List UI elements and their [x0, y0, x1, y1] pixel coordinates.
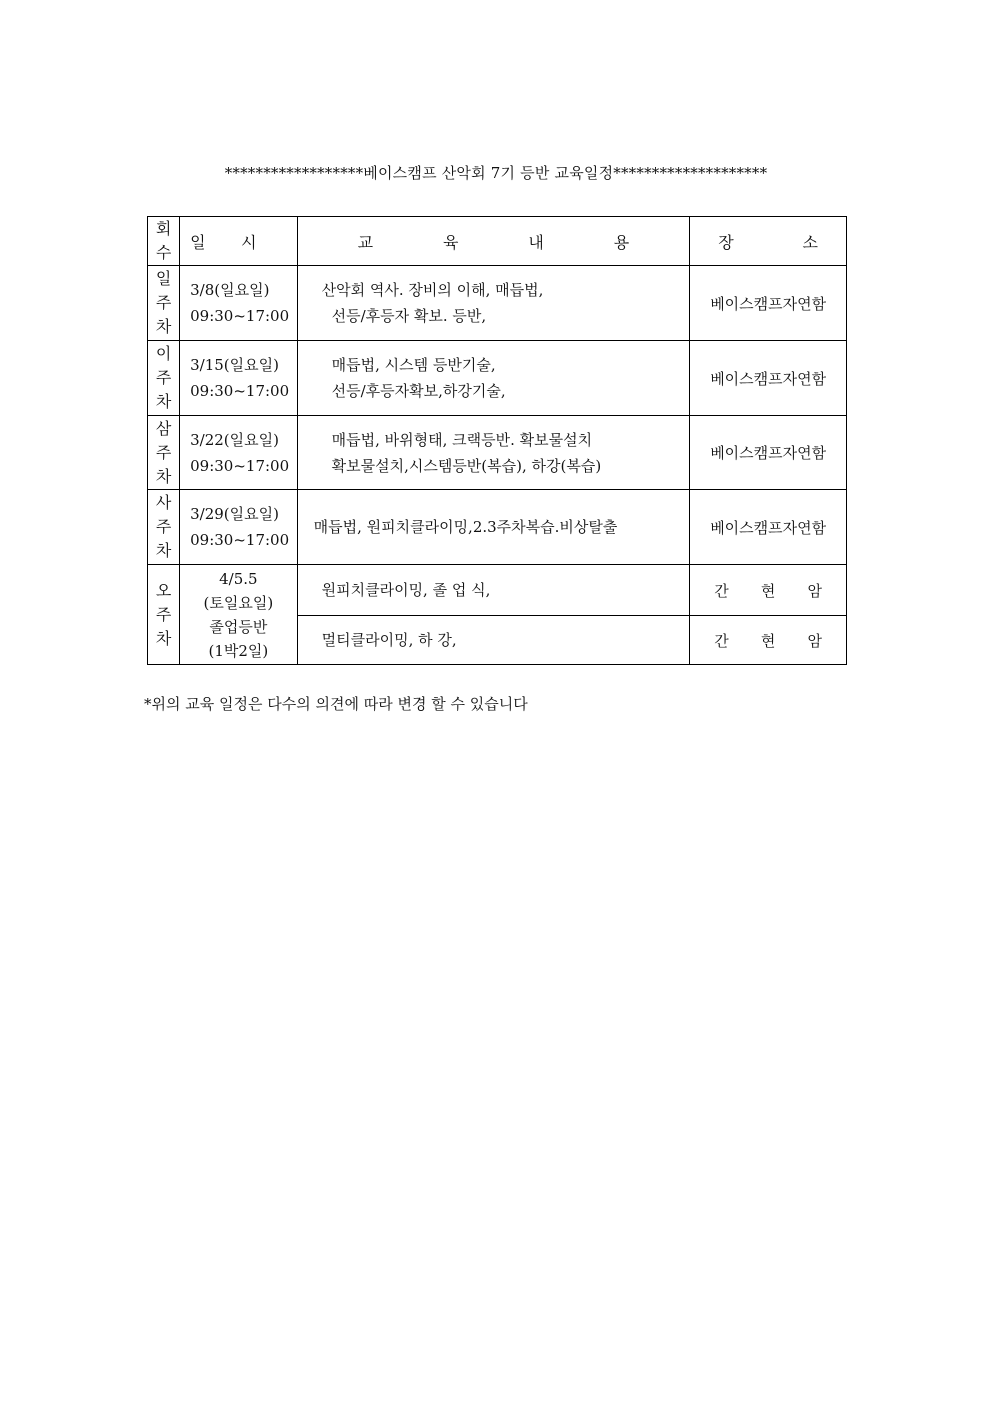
date-cell: 3/29(일요일) 09:30~17:00: [180, 490, 298, 565]
content-cell: 원피치클라이밍, 졸 업 식,: [297, 565, 690, 616]
date-cell: 3/8(일요일) 09:30~17:00: [180, 266, 298, 341]
schedule-note: *위의 교육 일정은 다수의 의견에 따라 변경 할 수 있습니다: [144, 695, 528, 713]
content-cell: 멀티클라이밍, 하 강,: [297, 616, 690, 665]
round-cell: 사 주 차: [148, 490, 180, 565]
header-row: [148, 217, 847, 266]
header-content: 교 육 내 용: [297, 217, 690, 266]
document-title: ******************베이스캠프 산악회 7기 등반 교육일정********************: [224, 164, 768, 182]
date-cell: 3/22(일요일) 09:30~17:00: [180, 416, 298, 490]
content-cell: 매듭법, 시스템 등반기술, 선등/후등자확보,하강기술,: [297, 341, 690, 416]
content-cell: 매듭법, 바위형태, 크랙등반. 확보물설치 확보물설치,시스템등반(복습), 하강(복습): [297, 416, 690, 490]
round-cell: 이 주 차: [148, 341, 180, 416]
round-cell: 삼 주 차: [148, 416, 180, 490]
date-cell: 4/5.5 (토일요일) 졸업등반 (1박2일): [180, 565, 298, 665]
table-row: [148, 565, 847, 616]
content-cell: 산악회 역사. 장비의 이해, 매듭법, 선등/후등자 확보. 등반,: [297, 266, 690, 341]
date-cell: 3/15(일요일) 09:30~17:00: [180, 341, 298, 416]
content-cell: 매듭법, 원피치클라이밍,2.3주차복습.비상탈출: [297, 490, 690, 565]
table-row: [148, 341, 847, 416]
header-place: 장 소: [690, 217, 847, 266]
table-row: [148, 266, 847, 341]
place-cell: 베이스캠프자연함: [690, 266, 847, 341]
header-round: 회 수: [148, 217, 180, 266]
round-cell: 오 주 차: [148, 565, 180, 665]
header-date: 일 시: [180, 217, 298, 266]
table-row: [148, 416, 847, 490]
place-cell: 간 현 암: [690, 565, 847, 616]
round-cell: 일 주 차: [148, 266, 180, 341]
place-cell: 간 현 암: [690, 616, 847, 665]
place-cell: 베이스캠프자연함: [690, 490, 847, 565]
place-cell: 베이스캠프자연함: [690, 341, 847, 416]
schedule-table: [147, 216, 847, 665]
place-cell: 베이스캠프자연함: [690, 416, 847, 490]
table-row: [148, 490, 847, 565]
